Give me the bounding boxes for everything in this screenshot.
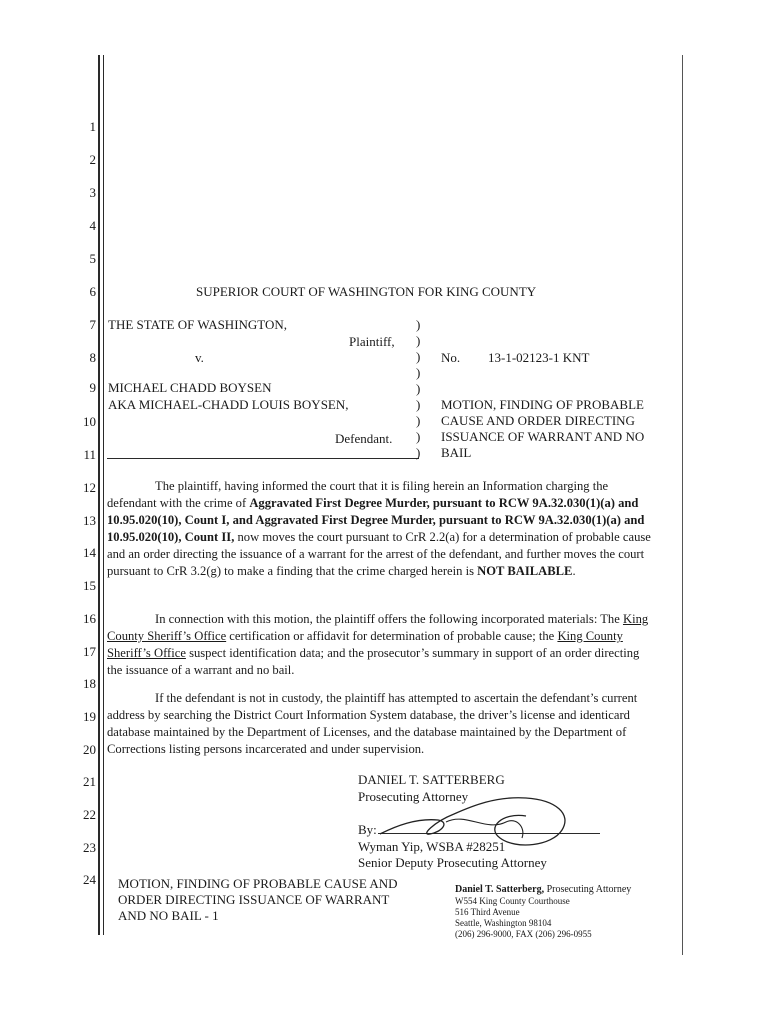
- versus: v.: [195, 350, 204, 365]
- line-number: 17: [83, 644, 96, 659]
- line-number: 1: [89, 119, 96, 134]
- by-label: By:: [358, 822, 377, 837]
- defendant-label: Defendant.: [335, 431, 393, 446]
- case-number: 13-1-02123-1 KNT: [488, 350, 590, 365]
- line-number: 9: [89, 380, 96, 395]
- text: now moves the court pursuant to CrR 2.2(a) for a determination of probable cause and an order directing the issuance of a warrant for the arrest of the defendant, and further moves the court pursuant to CrR 3.2(g) to make a finding that the crime charged herein is: [107, 530, 651, 578]
- line-number: 18: [83, 676, 96, 691]
- charge-text: Aggravated First Degree Murder, pursuant to RCW 9A.32.030(1)(a) and 10.95.020(10), Count I, and Aggravated First Degree Murder, pursuant to RCW 9A.32.030(1)(a) and 10.95.020(10), Count II,: [107, 496, 645, 544]
- prosecutor-name: DANIEL T. SATTERBERG: [358, 772, 505, 787]
- footer-title-line: MOTION, FINDING OF PROBABLE CAUSE AND: [118, 876, 398, 891]
- line-number: 22: [83, 807, 96, 822]
- text: If the defendant is not in custody, the plaintiff has attempted to ascertain the defendant’s current address by searching the District Court Information System database, the driver’s license and identicard database maintained by the Department of Licenses, and the database maintained by the Department of Corrections listing persons incarcerated and under supervision.: [107, 691, 638, 756]
- prosecutor-office-address: [455, 884, 631, 940]
- line-number: 2: [89, 152, 96, 167]
- text: In connection with this motion, the plaintiff offers the following incorporated materials: The: [155, 612, 623, 626]
- line-number: 13: [83, 513, 96, 528]
- left-margin-rule-outer: [98, 55, 100, 935]
- paragraph-address-search: [107, 690, 655, 758]
- line-number: 8: [89, 350, 96, 365]
- line-number: 23: [83, 840, 96, 855]
- line-number: 6: [89, 284, 96, 299]
- paren: ): [416, 413, 421, 428]
- line-number: 7: [89, 317, 96, 332]
- paren: ): [416, 365, 421, 380]
- footer-title-line: AND NO BAIL - 1: [118, 908, 219, 923]
- line-number: 10: [83, 414, 96, 429]
- paren: ): [416, 333, 421, 348]
- defendant-aka: AKA MICHAEL-CHADD LOUIS BOYSEN,: [108, 397, 349, 412]
- paren: ): [416, 349, 421, 364]
- address-line: Seattle, Washington 98104: [455, 918, 552, 928]
- paren: ): [416, 381, 421, 396]
- defendant-name: MICHAEL CHADD BOYSEN: [108, 380, 272, 395]
- caption-underline: [107, 458, 419, 459]
- line-number: 4: [89, 218, 96, 233]
- firm-role: Prosecuting Attorney: [544, 884, 632, 895]
- text: suspect identification data; and the prosecutor’s summary in support of an order directing the issuance of a warrant and no bail.: [107, 646, 640, 677]
- address-line: 516 Third Avenue: [455, 907, 520, 917]
- footer-title-line: ORDER DIRECTING ISSUANCE OF WARRANT: [118, 892, 390, 907]
- text: The plaintiff, having informed the court that it is filing herein an Information charging the defendant with the crime of: [107, 479, 609, 510]
- line-number: 14: [83, 545, 96, 560]
- line-number: 19: [83, 709, 96, 724]
- document-title-line: BAIL: [441, 445, 472, 460]
- left-margin-rule-inner: [103, 55, 104, 935]
- line-number: 24: [83, 872, 96, 887]
- prosecutor-title: Prosecuting Attorney: [358, 789, 469, 804]
- document-title-line: CAUSE AND ORDER DIRECTING: [441, 413, 635, 428]
- right-margin-rule: [682, 55, 683, 955]
- line-number: 15: [83, 578, 96, 593]
- paren: ): [416, 445, 421, 460]
- text: .: [572, 564, 576, 578]
- line-number: 3: [89, 185, 96, 200]
- line-number: 16: [83, 611, 96, 626]
- line-number: 21: [83, 774, 96, 789]
- court-title: SUPERIOR COURT OF WASHINGTON FOR KING COUNTY: [196, 284, 537, 299]
- address-line: (206) 296-9000, FAX (206) 296-0955: [455, 929, 592, 939]
- case-number-label: No.: [441, 350, 461, 365]
- line-number: 5: [89, 251, 96, 266]
- line-number: 11: [83, 447, 96, 462]
- plaintiff-label: Plaintiff,: [349, 334, 395, 349]
- paren: ): [416, 429, 421, 444]
- text: certification or affidavit for determination of probable cause; the: [226, 629, 558, 643]
- deputy-name: Wyman Yip, WSBA #28251: [358, 839, 506, 854]
- firm-name: Daniel T. Satterberg,: [455, 884, 545, 895]
- paren: ): [416, 397, 421, 412]
- paragraph-materials: [107, 611, 655, 679]
- not-bailable-text: NOT BAILABLE: [477, 564, 573, 578]
- line-number: 12: [83, 480, 96, 495]
- plaintiff-name: THE STATE OF WASHINGTON,: [108, 317, 288, 332]
- line-number: 20: [83, 742, 96, 757]
- agency-name: King County Sheriff’s Office: [107, 629, 623, 660]
- paren: ): [416, 317, 421, 332]
- footer-document-title: [118, 876, 398, 924]
- document-title-line: MOTION, FINDING OF PROBABLE: [441, 397, 644, 412]
- paragraph-motion: [107, 478, 655, 580]
- agency-name: King County Sheriff’s Office: [107, 612, 649, 643]
- address-line: W554 King County Courthouse: [455, 896, 570, 906]
- deputy-title: Senior Deputy Prosecuting Attorney: [358, 855, 547, 870]
- document-title-line: ISSUANCE OF WARRANT AND NO: [441, 429, 645, 444]
